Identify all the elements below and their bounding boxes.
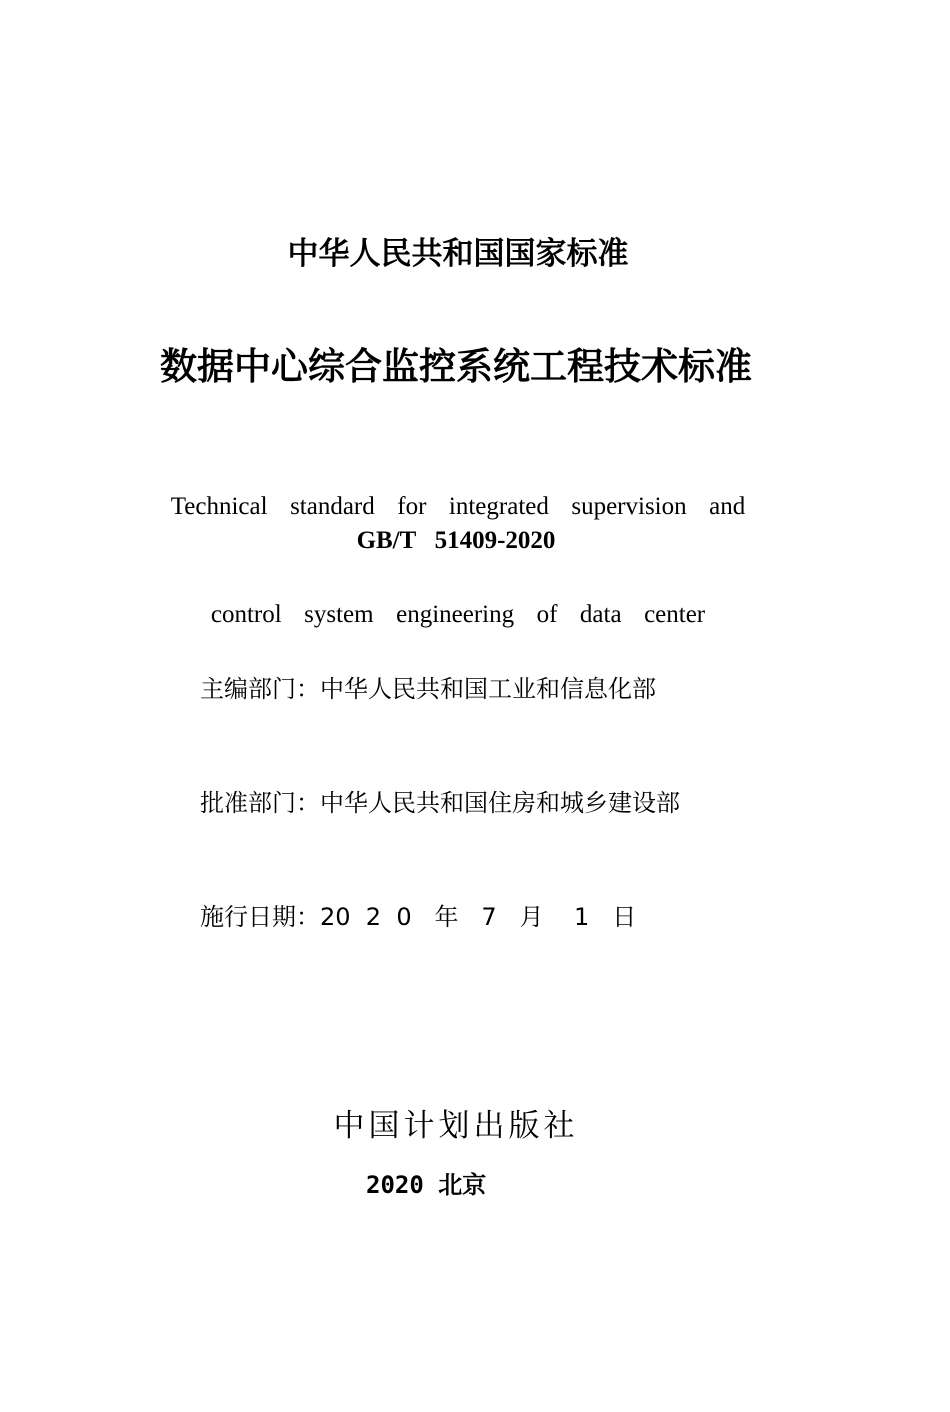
- publication-year-place: 2020 北京: [366, 1171, 487, 1199]
- english-title-line-2: control system engineering of data center: [210, 601, 706, 628]
- approver-value: 中华人民共和国住房和城乡建设部: [320, 789, 680, 817]
- effective-date-label: 施行日期：: [200, 903, 320, 931]
- national-standard-heading: 中华人民共和国国家标准: [287, 236, 629, 272]
- publisher-name: 中国计划出版社: [333, 1108, 579, 1144]
- chinese-title: 数据中心综合监控系统工程技术标准: [160, 345, 752, 388]
- chief-editor-row: [200, 670, 680, 708]
- approver-row: [200, 784, 680, 822]
- chief-editor-label: 主编部门：: [200, 675, 320, 703]
- approver-label: 批准部门：: [200, 789, 320, 817]
- chief-editor-value: 中华人民共和国工业和信息化部: [320, 675, 656, 703]
- effective-date-row: [200, 898, 680, 936]
- effective-date-value: 20 2 0 年 7 月 1 日: [320, 903, 637, 931]
- standard-code: GB/T 51409-2020: [356, 527, 556, 554]
- info-block: [200, 594, 680, 974]
- english-title-line-1: Technical standard for integrated supervision and: [170, 493, 746, 520]
